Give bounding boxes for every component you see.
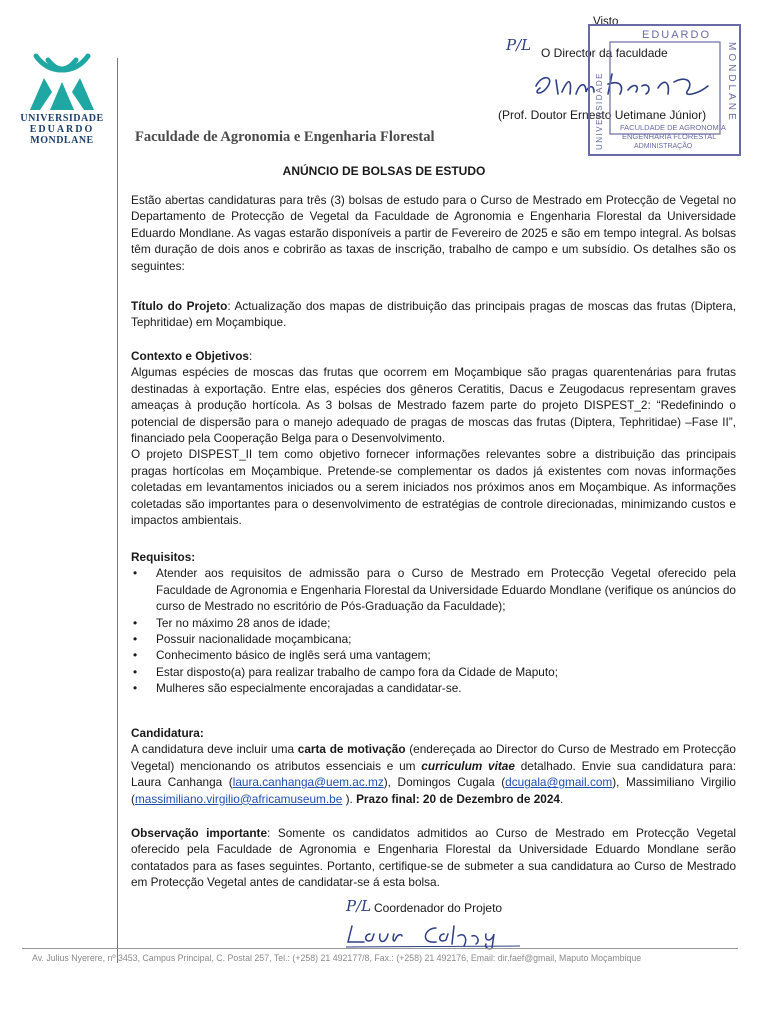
footer-divider xyxy=(22,948,738,949)
director-name: (Prof. Doutor Ernesto Uetimane Júnior) xyxy=(498,108,707,122)
university-name-line2: EDUARDO xyxy=(29,124,95,135)
coordinator-initials: P/L xyxy=(346,897,372,915)
list-item: • Conhecimento básico de inglês será uma vantagem; xyxy=(131,647,736,663)
note-text: : Somente os candidatos admitidos ao Curso de Mestrado em Protecção Vegetal oferecido pela Faculdade de Agronomia e Engenharia Florestal da Universidade Eduardo Mondlane serão contatados para as fases seguintes. Portanto, certifique-se de submeter a sua candidatura ao Curso de Mestrado em Protecção Vegetal antes de candidatar-se á esta bolsa. xyxy=(131,826,736,890)
email-link-massimiliano[interactable]: massimiliano.virgilio@africamuseum.be xyxy=(134,791,343,806)
project-section xyxy=(131,298,736,331)
list-item: • Ter no máximo 28 anos de idade; xyxy=(131,615,736,631)
motivation-letter-term: carta de motivação xyxy=(297,742,406,757)
university-name-line3: MONDLANE xyxy=(30,135,94,146)
announcement-title: ANÚNCIO DE BOLSAS DE ESTUDO xyxy=(282,164,486,178)
application-text: ), Domingos Cugala ( xyxy=(383,775,506,790)
list-item: • Mulheres são especialmente encorajadas a candidatar-se. xyxy=(131,680,736,696)
project-text: : Actualização dos mapas de distribuição das principais pragas de moscas das frutas (Diptera, Tephritidae) em Moçambique. xyxy=(131,299,736,330)
svg-text:EDUARDO: EDUARDO xyxy=(642,29,712,41)
application-paragraph xyxy=(131,741,736,807)
faculty-name: Faculdade de Agronomia e Engenharia Florestal xyxy=(135,129,435,145)
application-section xyxy=(131,725,736,807)
application-text: detalhado. Envie sua candidatura para: Laura Canhanga ( xyxy=(131,758,736,790)
list-item: • Atender aos requisitos de admissão para o Curso de Mestrado em Protecção Vegetal oferecido pela Faculdade de Agronomia e Engenharia Florestal da Universidade Eduardo Mondlane (verifique os anúncios do curso de Mestrado no escritório de Pós-Graduação da Faculdade); xyxy=(131,565,736,614)
email-link-domingos[interactable]: dcugala@gmail.com xyxy=(505,775,613,790)
coordinator-label: Coordenador do Projeto xyxy=(374,901,503,915)
svg-text:MONDLANE: MONDLANE xyxy=(726,42,737,123)
note-label: Observação importante xyxy=(131,826,268,840)
svg-text:UNIVERSIDADE: UNIVERSIDADE xyxy=(595,71,604,150)
application-label: Candidatura: xyxy=(131,726,204,740)
application-text: ), Massimiliano Virgilio ( xyxy=(131,775,736,806)
svg-text:ENGENHARIA FLORESTAL: ENGENHARIA FLORESTAL xyxy=(622,132,717,141)
requirements-list xyxy=(131,565,736,696)
list-item: • Estar disposto(a) para realizar trabalho de campo fora da Cidade de Maputo; xyxy=(131,664,736,680)
university-name-line1: UNIVERSIDADE xyxy=(20,113,104,124)
context-paragraph-2: O projeto DISPEST_II tem como objetivo fornecer informações relevantes sobre a distribuição das principais pragas hortícolas em Moçambique. Pretende-se complementar os dados já existentes com novas informações coletadas em levantamentos iniciados ou a serem iniciados nos próximos anos em Moçambique. As informações coletadas são importantes para o desenvolvimento de estratégias de controle direcionadas, minimizando custos e impactos ambientais. xyxy=(131,447,736,528)
faculty-stamp xyxy=(586,22,743,158)
svg-text:ADMINISTRAÇÃO: ADMINISTRAÇÃO xyxy=(634,143,693,150)
intro-text: Estão abertas candidaturas para três (3) bolsas de estudo para o Curso de Mestrado em Protecção de Vegetal no Departamento de Protecção de Vegetal da Faculdade de Agronomia e Engenharia Florestal da Universidade Eduardo Mondlane. As vagas estarão disponíveis a partir de Fevereiro de 2025 e são em tempo integral. As bolsas têm duração de dois anos e cobrirão as taxas de inscrição, trabalho de campo e um subsídio. Os detalhes são os seguintes: xyxy=(131,193,736,273)
context-paragraph-1: Algumas espécies de moscas das frutas que ocorrem em Moçambique são pragas quarentenárias para frutas destinadas à exportação. Entre elas, espécies dos gêneros Ceratitis, Dacus e Zeugodacus representam graves ameaças à produção hortícola. As 3 bolsas de Mestrado fazem parte do projeto DISPEST_2: “Redefinindo o potencial de dispersão para o manejo adequado de pragas de moscas das frutas (Diptera, Tephritidae) –Fase II”, financiado pela Cooperação Belga para o Desenvolvimento. xyxy=(131,365,736,446)
visto-label: Visto xyxy=(593,16,619,28)
application-text: A candidatura deve incluir uma xyxy=(131,742,298,757)
context-label: Contexto e Objetivos xyxy=(131,349,249,363)
cv-term: curriculum vitae xyxy=(421,758,515,773)
application-text: ). xyxy=(342,791,357,806)
requirements-label: Requisitos: xyxy=(131,550,196,564)
project-label: Título do Projeto xyxy=(131,299,228,313)
deadline: Prazo final: 20 de Dezembro de 2024 xyxy=(356,791,560,806)
application-text: . xyxy=(559,791,564,806)
margin-divider xyxy=(117,58,118,963)
university-logo xyxy=(26,48,98,116)
university-name xyxy=(14,113,110,146)
note-section xyxy=(131,825,736,891)
footer-address: Av. Julius Nyerere, nº 3453, Campus Principal, C. Postal 257, Tel.: (+258) 21 492177/8, Fax.: (+258) 21 492176, Email: dir.faef@gmail, Maputo Moçambique xyxy=(32,953,642,963)
svg-text:FACULDADE DE AGRONOMIA: FACULDADE DE AGRONOMIA xyxy=(620,123,726,132)
context-section: Contexto e Objetivos: Algumas espécies de moscas das frutas que ocorrem em Moçambique são pragas quarentenárias para frutas destinadas à exportação. Entre elas, espécies dos gêneros Ceratitis, Dacus e Zeugodacus representam graves ameaças à produção hortícola. As 3 bolsas de Mestrado fazem parte do projeto DISPEST_2: “Redefinindo o potencial de dispersão para o manejo adequado de pragas de moscas das frutas (Diptera, Tephritidae) –Fase II”, financiado pela Cooperação Belga para o Desenvolvimento. O projeto DISPEST_II tem como objetivo fornecer informações relevantes sobre a distribuição das principais pragas hortícolas em Moçambique. Pretende-se complementar os dados já existentes com novas informações coletadas em levantamentos iniciados ou a serem iniciados nos próximos anos em Moçambique. As informações coletadas são importantes para o desenvolvimento de estratégias de controle direcionadas, minimizando custos e impactos ambientais. xyxy=(131,349,736,528)
application-text: (endereçada ao Director do Curso de Mestrado em Protecção Vegetal) mencionando os atributos essenciais e um xyxy=(131,742,736,773)
requirements-section xyxy=(131,549,736,697)
coordinator-signature xyxy=(344,920,526,950)
intro-paragraph xyxy=(131,192,736,274)
list-item: • Possuir nacionalidade moçambicana; xyxy=(131,631,736,647)
director-initials: P/L xyxy=(506,36,532,54)
director-label: O Director da faculdade xyxy=(541,46,668,60)
email-link-laura[interactable]: laura.canhanga@uem.ac.mz xyxy=(232,775,384,790)
